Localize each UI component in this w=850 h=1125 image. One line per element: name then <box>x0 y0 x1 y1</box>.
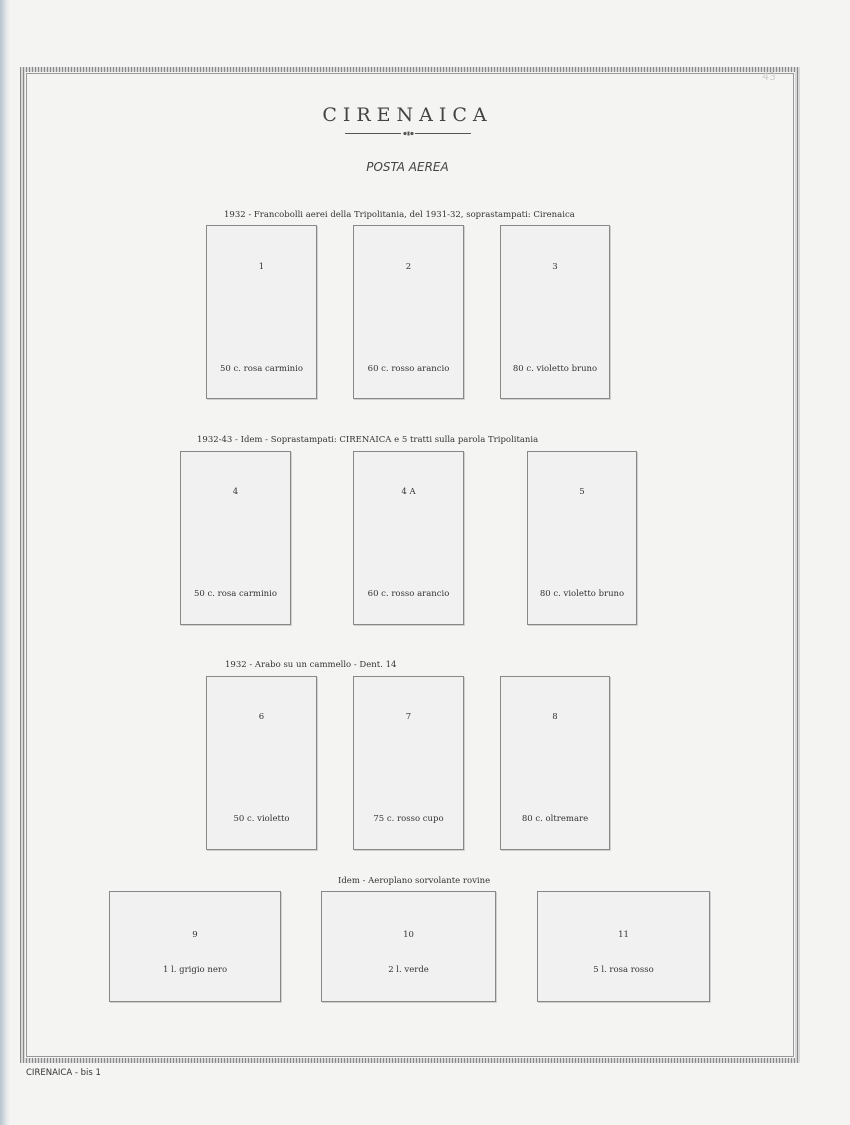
stamp-mount <box>180 451 291 625</box>
stamp-number: 9 <box>192 930 198 940</box>
section-heading: 1932 - Francobolli aerei della Tripolitania, del 1931-32, soprastampati: Cirenaica <box>224 210 575 220</box>
corner-pencil-mark: 43 <box>762 70 776 83</box>
stamp-description: 60 c. rosso arancio <box>367 589 450 599</box>
stamp-mount <box>353 451 464 625</box>
stamp-description: 5 l. rosa rosso <box>593 965 654 975</box>
stamp-description: 50 c. rosa carminio <box>220 364 303 374</box>
stamp-mount <box>353 676 464 850</box>
stamp-number: 6 <box>258 712 265 722</box>
stamp-mount <box>109 891 281 1002</box>
stamp-mount <box>527 451 637 625</box>
stamp-description: 60 c. rosso arancio <box>367 364 450 374</box>
stamp-number: 4 <box>232 487 239 497</box>
stamp-mount <box>321 891 496 1002</box>
stamp-description: 2 l. verde <box>388 965 429 975</box>
stamp-description: 50 c. rosa carminio <box>194 589 277 599</box>
stamp-description: 80 c. violetto bruno <box>512 364 598 374</box>
stamp-number: 5 <box>579 487 585 497</box>
page-footer: CIRENAICA - bis 1 <box>26 1068 101 1078</box>
stamp-mount <box>206 225 317 399</box>
stamp-number: 1 <box>258 262 265 272</box>
stamp-mount <box>206 676 317 850</box>
stamp-number: 10 <box>403 930 414 940</box>
stamp-description: 50 c. violetto <box>233 814 290 824</box>
stamp-mount <box>353 225 464 399</box>
title-ornament <box>345 131 471 136</box>
stamp-description: 75 c. rosso cupo <box>373 814 444 824</box>
section-heading: 1932 - Arabo su un cammello - Dent. 14 <box>225 660 397 670</box>
stamp-mount <box>500 225 610 399</box>
stamp-description: 80 c. oltremare <box>521 814 589 824</box>
page-title: CIRENAICA <box>322 104 493 126</box>
section-heading: 1932-43 - Idem - Soprastampati: CIRENAICA e 5 tratti sulla parola Tripolitania <box>197 435 539 445</box>
page-subtitle: POSTA AEREA <box>366 160 449 174</box>
stamp-mount <box>500 676 610 850</box>
stamp-number: 11 <box>618 930 629 940</box>
stamp-number: 4 A <box>401 487 416 497</box>
stamp-mount <box>537 891 710 1002</box>
stamp-number: 2 <box>405 262 412 272</box>
stamp-number: 8 <box>552 712 558 722</box>
stamp-description: 80 c. violetto bruno <box>539 589 625 599</box>
stamp-number: 7 <box>405 712 412 722</box>
stamp-number: 3 <box>552 262 558 272</box>
stamp-description: 1 l. grigio nero <box>162 965 228 975</box>
section-heading: Idem - Aeroplano sorvolante rovine <box>338 876 491 886</box>
